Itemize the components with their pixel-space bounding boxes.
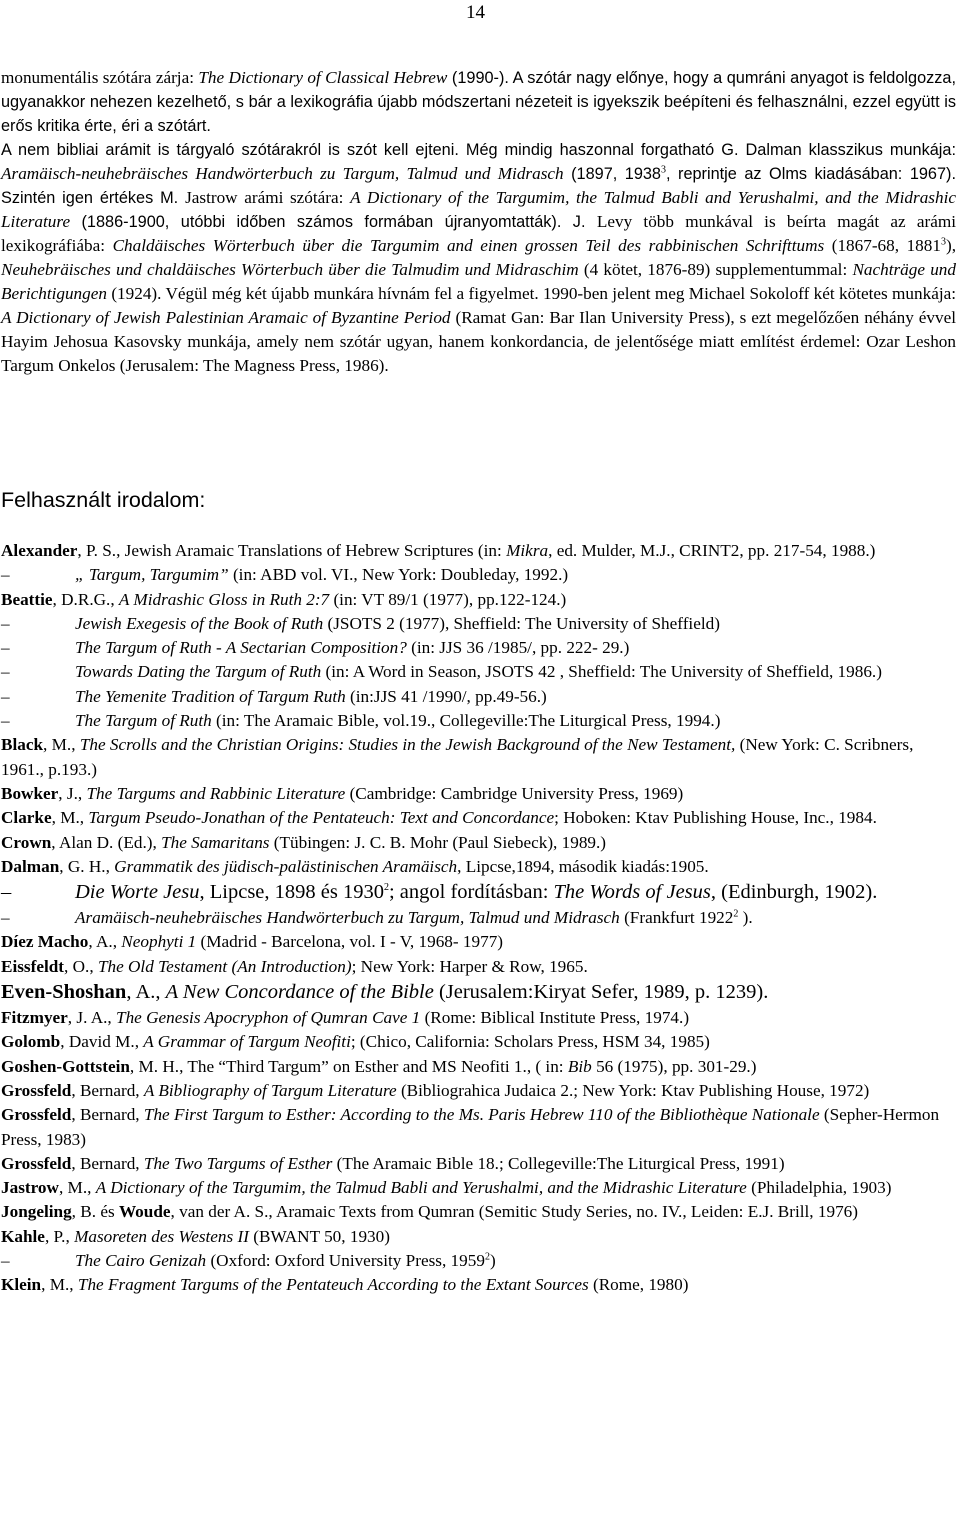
title-text: The First Targum to Esther: According to the Ms. Paris Hebrew 110 of the Bibliothèque Nationale bbox=[143, 1105, 820, 1125]
text-run: A nem bibliai arámit is tárgyaló szótárakról is szót kell ejteni. Még mindig haszonnal forgatható G. Dalman klasszikus munkája: bbox=[1, 141, 956, 159]
author-name: Black bbox=[1, 735, 44, 755]
dash-marker: – bbox=[1, 613, 10, 633]
author-name: Bowker bbox=[1, 783, 59, 803]
text-run: ; (Chico, California: Scholars Press, HSM 34, 1985) bbox=[350, 1032, 710, 1052]
text-run: (Rome, 1980) bbox=[588, 1275, 689, 1295]
text-run: (1886-1900, utóbbi időben számos formában újranyomtatták). J. bbox=[70, 213, 597, 231]
text-run: monumentális szótára zárja: bbox=[1, 68, 199, 87]
superscript: 2 bbox=[383, 882, 389, 894]
author-name: Eissfeldt bbox=[1, 956, 65, 976]
dash-marker: – bbox=[1, 908, 10, 928]
text-run: , Bernard, bbox=[71, 1153, 144, 1173]
title-text: The Fragment Targums of the Pentateuch According to the Extant Sources bbox=[77, 1275, 589, 1295]
bibliography-entry bbox=[1, 588, 956, 612]
author-name: Beattie bbox=[1, 589, 53, 609]
title-text: The Targum of Ruth - A Sectarian Composition? bbox=[75, 638, 407, 658]
title-text: Chaldäisches Wörterbuch über die Targumim and einen grossen Teil des rabbinischen Schrifttums bbox=[112, 236, 825, 255]
text-run: (4 kötet, 1876-89) supplementummal: bbox=[578, 260, 853, 279]
text-run: , van der A. S., Aramaic Texts from Qumran (Semitic Study Series, no. IV., Leiden: E.J. Brill, 1976) bbox=[170, 1202, 859, 1222]
title-text: „ Targum, Targumim” bbox=[75, 565, 229, 585]
title-text: The Words of Jesus bbox=[553, 881, 711, 904]
bibliography-entry bbox=[1, 855, 956, 879]
text-run: , G. H., bbox=[59, 856, 115, 876]
author-name: Klein bbox=[1, 1275, 42, 1295]
author-name: Grossfeld bbox=[1, 1105, 72, 1125]
title-text: The Dictionary of Classical Hebrew bbox=[198, 68, 448, 87]
text-run: , M., bbox=[41, 1275, 78, 1295]
title-text: The Cairo Genizah bbox=[75, 1251, 207, 1271]
text-run: (Tübingen: J. C. B. Mohr (Paul Siebeck), 1989.) bbox=[269, 832, 607, 852]
bibliography-subentry bbox=[1, 879, 956, 906]
author-name: Even-Shoshan bbox=[1, 981, 127, 1004]
bibliography-entry bbox=[1, 1225, 956, 1249]
author-name: Grossfeld bbox=[1, 1153, 72, 1173]
section-heading: Felhasznált irodalom: bbox=[1, 488, 206, 512]
text-run: (Ramat Gan: Bar Ilan University Press), s ezt megelőzően néhány évvel Hayim Jehosua Kasovsky munkája, amely nem szótár ugyan, hanem konkordancia, de jelentősége miatt említést érdemel: Ozar Leshon Targum Onkelos (Jerusalem: The Magness Press, 1986). bbox=[1, 308, 956, 375]
bibliography-entry bbox=[1, 1152, 956, 1176]
text-run: , M., bbox=[51, 808, 89, 828]
text-run: Levy több munkával is beírta magát az arámi lexikográfiába: bbox=[1, 212, 956, 255]
text-run: ). bbox=[738, 908, 753, 928]
dash-marker: – bbox=[1, 686, 10, 706]
text-run: (1867-68, 1881 bbox=[824, 236, 941, 255]
author-name: Clarke bbox=[1, 808, 52, 828]
title-text: Aramäisch-neuhebräisches Handwörterbuch zu Targum, Talmud und Midrasch bbox=[75, 908, 620, 928]
text-run: (Philadelphia, 1903) bbox=[746, 1178, 892, 1198]
bibliography-entry bbox=[1, 806, 956, 830]
bibliography-entry bbox=[1, 1079, 956, 1103]
bibliography-subentry bbox=[1, 906, 956, 930]
text-run: ), bbox=[945, 236, 956, 255]
superscript: 3 bbox=[661, 164, 666, 176]
bibliography-list bbox=[1, 539, 956, 1298]
bibliography-entry bbox=[1, 539, 956, 563]
bibliography-subentry bbox=[1, 612, 956, 636]
title-text: A Bibliography of Targum Literature bbox=[143, 1080, 397, 1100]
text-run: (Oxford: Oxford University Press, 1959 bbox=[206, 1251, 485, 1271]
author-name: Díez Macho bbox=[1, 932, 89, 952]
title-text: A Dictionary of Jewish Palestinian Aramaic of Byzantine Period bbox=[1, 308, 451, 327]
author-name: Jongeling bbox=[1, 1202, 72, 1222]
bibliography-entry bbox=[1, 1176, 956, 1200]
title-text: The Scrolls and the Christian Origins: Studies in the Jewish Background of the New Testament, bbox=[79, 735, 736, 755]
text-run: (Jerusalem:Kiryat Sefer, 1989, p. 1239). bbox=[433, 981, 769, 1004]
title-text: A New Concordance of the Bible bbox=[165, 981, 434, 1004]
bibliography-entry bbox=[1, 955, 956, 979]
title-text: The Old Testament (An Introduction) bbox=[97, 956, 352, 976]
dash-marker: – bbox=[1, 1251, 10, 1271]
title-text: The Yemenite Tradition of Targum Ruth bbox=[75, 686, 346, 706]
text-run: Jastrow arámi szótára: bbox=[185, 188, 351, 207]
author-name: Golomb bbox=[1, 1032, 61, 1052]
bibliography-subentry bbox=[1, 563, 956, 587]
bibliography-subentry bbox=[1, 1249, 956, 1273]
author-name: Goshen-Gottstein bbox=[1, 1056, 130, 1076]
text-run: (1924). Végül még két újabb munkára hívnám fel a figyelmet. 1990-ben jelent meg Michael Sokoloff két kötetes munkája: bbox=[106, 284, 956, 303]
text-run: (New York: C. Scribners, 1961., p.193.) bbox=[1, 735, 914, 779]
text-run: , P., bbox=[44, 1226, 75, 1246]
title-text: Jewish Exegesis of the Book of Ruth bbox=[75, 613, 324, 633]
text-run: , Bernard, bbox=[71, 1080, 144, 1100]
text-run: , P. S., Jewish Aramaic Translations of Hebrew Scriptures (in: bbox=[77, 541, 507, 560]
text-run: (in: A Word in Season, JSOTS 42 , Sheffield: The University of Sheffield, 1986.) bbox=[321, 662, 882, 682]
text-run: (Frankfurt 1922 bbox=[619, 908, 734, 928]
title-text: A Dictionary of the Targumim, the Talmud Babli and Yerushalmi, and the Midrashic Literature bbox=[1, 188, 956, 231]
author-name: Woude bbox=[118, 1202, 171, 1222]
bibliography-subentry bbox=[1, 709, 956, 733]
bibliography-entry bbox=[1, 831, 956, 855]
bibliography-entry bbox=[1, 782, 956, 806]
text-run: , J., bbox=[58, 783, 87, 803]
author-name: Kahle bbox=[1, 1226, 45, 1246]
author-name: Jastrow bbox=[1, 1178, 59, 1198]
bibliography-entry bbox=[1, 733, 956, 782]
text-run: , D.R.G., bbox=[52, 589, 119, 609]
title-text: A Midrashic Gloss in Ruth 2:7 bbox=[118, 589, 330, 609]
body-text bbox=[1, 66, 956, 378]
dash-marker: – bbox=[1, 881, 12, 904]
bibliography-entry bbox=[1, 1273, 956, 1297]
bibliography-subentry bbox=[1, 660, 956, 684]
title-text: Targum Pseudo-Jonathan of the Pentateuch: Text and Concordance bbox=[88, 808, 555, 828]
superscript: 2 bbox=[733, 908, 739, 920]
dash-marker: – bbox=[1, 638, 10, 658]
text-run: (in: VT 89/1 (1977), pp.122-124.) bbox=[329, 589, 567, 609]
text-run: , M., bbox=[58, 1178, 96, 1198]
title-text: Grammatik des jüdisch-palästinischen Aramäisch bbox=[114, 856, 458, 876]
text-run: 56 (1975), pp. 301-29.) bbox=[591, 1056, 757, 1076]
bibliography-entry bbox=[1, 930, 956, 954]
text-run: (The Aramaic Bible 18.; Collegeville:The Liturgical Press, 1991) bbox=[332, 1153, 785, 1173]
author-name: Dalman bbox=[1, 856, 60, 876]
text-run: (in: JJS 36 /1985/, pp. 222- 29.) bbox=[406, 638, 630, 658]
title-text: Masoreten des Westens II bbox=[74, 1226, 249, 1246]
title-text: Nachträge und Berichtigungen bbox=[1, 260, 956, 303]
text-run: , J. A., bbox=[67, 1008, 117, 1028]
text-run: , O., bbox=[64, 956, 98, 976]
text-run: , Alan D. (Ed.), bbox=[51, 832, 162, 852]
author-name: Grossfeld bbox=[1, 1080, 72, 1100]
text-run: (1897, 1938 bbox=[563, 165, 661, 183]
text-run: , B. és bbox=[71, 1202, 119, 1222]
text-run: (BWANT 50, 1930) bbox=[248, 1226, 390, 1246]
text-run: (1990-). A szótár nagy előnye, hogy a qumráni anyagot is feldolgozza, ugyanakkor nehezen kezelhető, s bár a lexikográfia újabb módszertani nézeteit is igyekszik beépíteni és felhasználni, ezzel együtt is erős kritika érte, éri a szótárt. bbox=[1, 69, 956, 135]
text-run: , A., bbox=[88, 932, 122, 952]
bibliography-entry bbox=[1, 1030, 956, 1054]
text-run: , reprintje az Olms kiadásában: 1967). Szintén igen értékes M. bbox=[1, 165, 956, 207]
title-text: Towards Dating the Targum of Ruth bbox=[75, 662, 322, 682]
author-name: Crown bbox=[1, 832, 52, 852]
title-text: Mikra bbox=[506, 541, 549, 560]
text-run: , M. H., The “Third Targum” on Esther and MS Neofiti 1., ( in: bbox=[129, 1056, 568, 1076]
text-run: , Bernard, bbox=[71, 1105, 144, 1125]
text-run: , Lipcse,1894, második kiadás:1905. bbox=[457, 856, 709, 876]
text-run: ; New York: Harper & Row, 1965. bbox=[351, 956, 588, 976]
text-run: , A., bbox=[126, 981, 166, 1004]
title-text: A Dictionary of the Targumim, the Talmud Babli and Yerushalmi, and the Midrashic Literature bbox=[95, 1178, 747, 1198]
title-text: Die Worte Jesu bbox=[75, 881, 200, 904]
dash-marker: – bbox=[1, 711, 10, 731]
title-text: Neophyti 1 bbox=[121, 932, 197, 952]
title-text: A Grammar of Targum Neofiti bbox=[143, 1032, 351, 1052]
bibliography-subentry bbox=[1, 636, 956, 660]
bibliography-entry bbox=[1, 1055, 956, 1079]
title-text: The Genesis Apocryphon of Qumran Cave 1 bbox=[116, 1008, 421, 1028]
bibliography-subentry bbox=[1, 685, 956, 709]
title-text: Neuhebräisches und chaldäisches Wörterbuch über die Talmudim und Midraschim bbox=[1, 260, 579, 279]
dash-marker: – bbox=[1, 565, 10, 585]
superscript: 2 bbox=[484, 1251, 490, 1263]
text-run: , M., bbox=[43, 735, 80, 755]
text-run: , David M., bbox=[60, 1032, 144, 1052]
text-run: ) bbox=[489, 1251, 496, 1271]
bibliography-entry bbox=[1, 979, 956, 1006]
title-text: The Samaritans bbox=[161, 832, 270, 852]
text-run: (in: The Aramaic Bible, vol.19., Collegeville:The Liturgical Press, 1994.) bbox=[211, 711, 721, 731]
text-run: (Cambridge: Cambridge University Press, 1969) bbox=[345, 783, 684, 803]
bibliography-entry bbox=[1, 1103, 956, 1152]
text-run: (JSOTS 2 (1977), Sheffield: The University of Sheffield) bbox=[323, 613, 720, 633]
page-number: 14 bbox=[466, 2, 485, 23]
paragraph-1 bbox=[1, 66, 956, 138]
title-text: Aramäisch-neuhebräisches Handwörterbuch zu Targum, Talmud und Midrasch bbox=[1, 164, 564, 183]
title-text: Bib bbox=[567, 1056, 592, 1076]
text-run: ; Hoboken: Ktav Publishing House, Inc., 1984. bbox=[554, 808, 877, 828]
title-text: The Targums and Rabbinic Literature bbox=[86, 783, 346, 803]
text-run: , Lipcse, 1898 és 1930 bbox=[199, 881, 384, 904]
text-run: ; angol fordításban: bbox=[388, 881, 554, 904]
bibliography-entry bbox=[1, 1006, 956, 1030]
text-run: (in: ABD vol. VI., New York: Doubleday, 1992.) bbox=[228, 565, 569, 585]
text-run: , ed. Mulder, M.J., CRINT2, pp. 217-54, 1988.) bbox=[548, 541, 876, 560]
text-run: (Rome: Biblical Institute Press, 1974.) bbox=[420, 1008, 690, 1028]
text-run: , (Edinburgh, 1902). bbox=[710, 881, 878, 904]
superscript: 3 bbox=[940, 236, 946, 248]
title-text: The Two Targums of Esther bbox=[143, 1153, 333, 1173]
author-name: Fitzmyer bbox=[1, 1008, 68, 1028]
dash-marker: – bbox=[1, 662, 10, 682]
text-run: (in:JJS 41 /1990/, pp.49-56.) bbox=[345, 686, 547, 706]
author-name: Alexander bbox=[1, 541, 78, 560]
text-run: (Sepher-Hermon Press, 1983) bbox=[1, 1105, 940, 1149]
title-text: The Targum of Ruth bbox=[75, 711, 212, 731]
text-run: (Madrid - Barcelona, vol. I - V, 1968- 1977) bbox=[196, 932, 504, 952]
text-run: (Bibliograhica Judaica 2.; New York: Ktav Publishing House, 1972) bbox=[396, 1080, 870, 1100]
paragraph-2 bbox=[1, 138, 956, 378]
bibliography-entry bbox=[1, 1200, 956, 1224]
